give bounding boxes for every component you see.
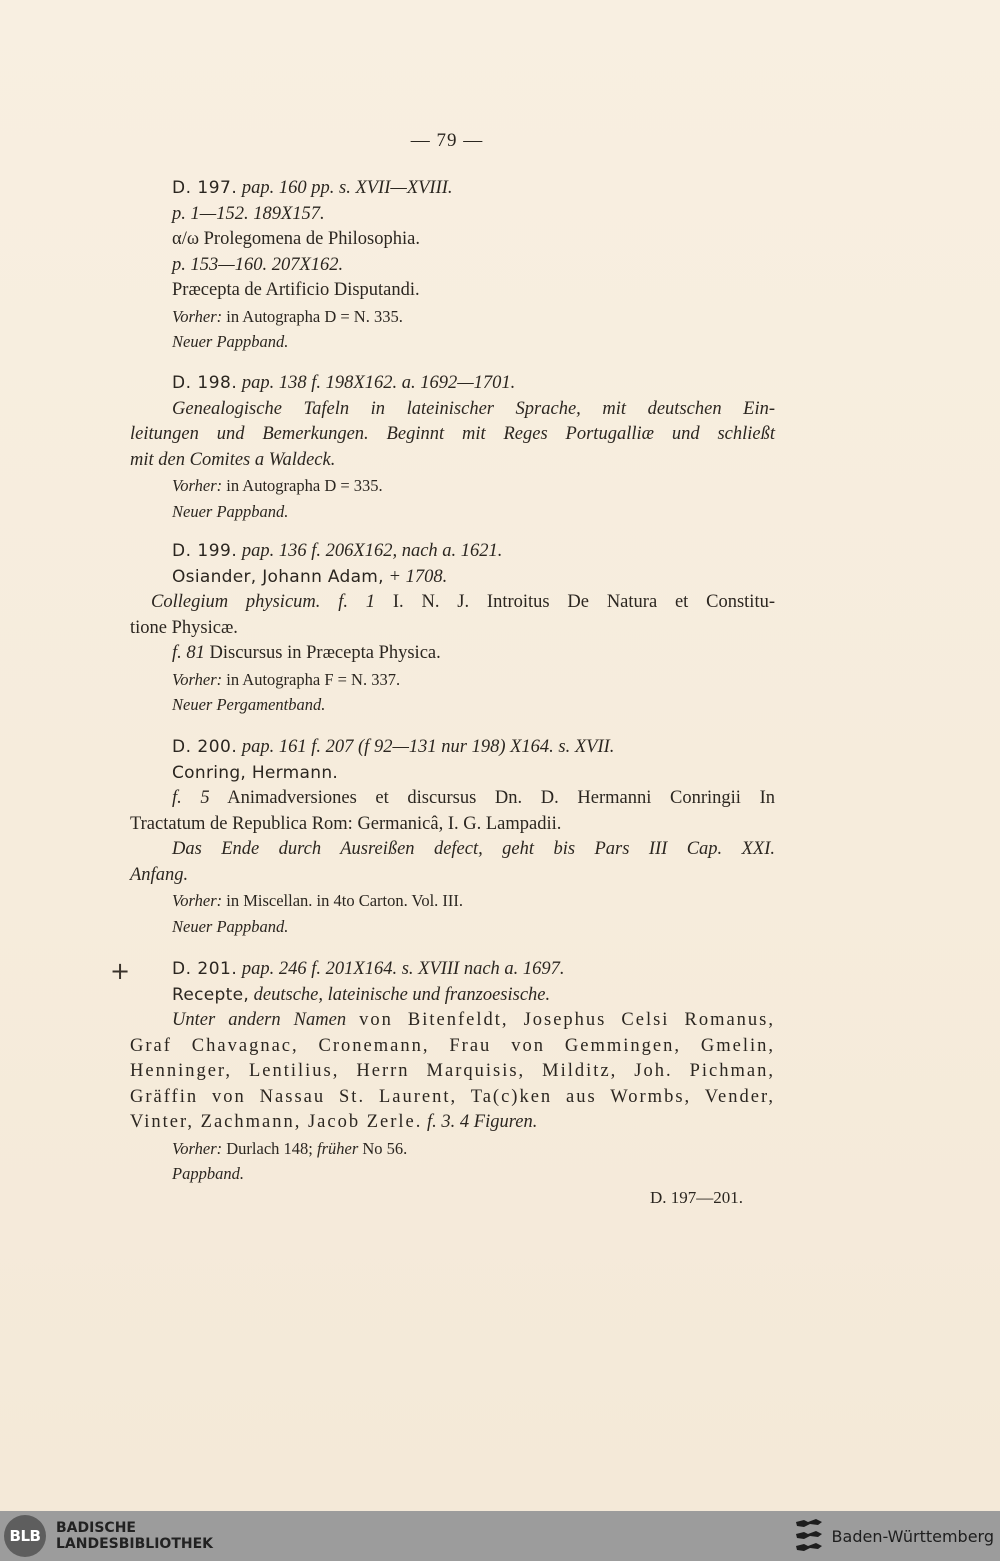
- binding-line: Neuer Pappband.: [172, 332, 289, 351]
- entry-line-italic: Collegium physicum. f. 1: [151, 592, 376, 612]
- entry-line-italic: f. 81: [172, 643, 205, 663]
- state-branding[interactable]: [794, 1516, 994, 1556]
- author-name: Conring, Hermann.: [172, 762, 339, 783]
- author-line: [130, 761, 775, 787]
- entry-heading: [130, 539, 775, 565]
- entry-line: Henninger, Lentilius, Herrn Marquisis, Milditz, Joh. Pichman,: [130, 1061, 775, 1081]
- provenance-text: in Autographa D = N. 335.: [226, 306, 403, 326]
- entry-line: p. 1—152. 189X157.: [172, 203, 325, 224]
- blb-logo-icon: BLB: [4, 1515, 46, 1557]
- provenance-line: [130, 473, 775, 499]
- provenance-label: Vorher:: [172, 476, 223, 495]
- binding-line: Neuer Pergamentband.: [172, 695, 326, 714]
- entry-line: [130, 590, 775, 616]
- entry-heading: [130, 957, 775, 983]
- library-name-line-1: BADISCHE: [56, 1520, 136, 1536]
- author-dates: deutsche, lateinische und franzoesische.: [253, 984, 551, 1005]
- entry-line-roman: Discursus in Præcepta Physica.: [209, 643, 441, 663]
- margin-cross-mark: +: [110, 957, 131, 985]
- entry-heading: [130, 371, 775, 397]
- entry-line: Præcepta de Artificio Disputandi.: [172, 280, 420, 300]
- author-line: [130, 983, 775, 1009]
- catalog-entry-d197: [130, 176, 775, 355]
- entry-line: α/ω Prolegomena de Philosophia.: [172, 229, 420, 249]
- provenance-earlier-number: No 56.: [362, 1138, 408, 1158]
- provenance-line: [130, 667, 775, 693]
- entry-line: [130, 641, 775, 667]
- author-dates: + 1708.: [388, 566, 448, 587]
- entry-line: Graf Chavagnac, Cronemann, Frau von Gemmingen, Gmelin,: [130, 1035, 775, 1056]
- provenance-line: [130, 888, 775, 914]
- entry-line-italic: f. 3. 4 Figuren.: [427, 1112, 538, 1132]
- range-signature: D. 197—201.: [650, 1188, 744, 1207]
- entry-line-italic: f. 5: [172, 788, 210, 808]
- shelf-mark: D. 201.: [172, 959, 238, 979]
- entry-line-italic: Unter andern Namen: [172, 1010, 347, 1030]
- entry-line: tione Physicæ.: [130, 617, 238, 638]
- entry-details: pap. 160 pp. s. XVII—XVIII.: [241, 178, 453, 198]
- entry-line: Anfang.: [130, 864, 189, 885]
- author-name: Recepte,: [172, 984, 250, 1005]
- provenance-label: Vorher:: [172, 306, 223, 326]
- entry-details: pap. 138 f. 198X162. a. 1692—1701.: [241, 373, 516, 393]
- entry-line: [130, 1008, 775, 1034]
- entry-line: [130, 786, 775, 812]
- entry-line: Gräffin von Nassau St. Laurent, Ta(c)ken aus Wormbs, Vender,: [130, 1086, 775, 1107]
- library-name-line-2: LANDESBIBLIOTHEK: [56, 1536, 214, 1552]
- entry-heading: [130, 735, 775, 761]
- shelf-mark: D. 197.: [172, 178, 238, 198]
- provenance-label: Vorher:: [172, 891, 223, 910]
- entry-line: Genealogische Tafeln in lateinischer Sprache, mit deutschen Ein-: [172, 398, 775, 419]
- entry-line: Das Ende durch Ausreißen defect, geht bis Pars III Cap. XXI.: [172, 839, 775, 859]
- provenance-text: in Miscellan. in 4to Carton. Vol. III.: [226, 891, 464, 910]
- library-branding[interactable]: [4, 1515, 213, 1557]
- library-name: [56, 1520, 213, 1552]
- shelf-mark: D. 199.: [172, 541, 238, 561]
- binding-line: Neuer Pappband.: [172, 916, 289, 936]
- binding-line: Neuer Pappband.: [172, 501, 289, 521]
- lions-emblem-icon: [794, 1516, 824, 1556]
- binding-line: Pappband.: [172, 1164, 244, 1183]
- entry-line-roman: Animadversiones et discursus Dn. D. Hermanni Conringii In: [227, 788, 776, 808]
- provenance-earlier: früher: [316, 1138, 359, 1158]
- entry-line: leitungen und Bemerkungen. Beginnt mit Reges Portugalliæ und schließt: [130, 424, 775, 444]
- state-name: Baden-Württemberg: [831, 1526, 994, 1546]
- provenance-line: [130, 304, 775, 330]
- entry-details: pap. 246 f. 201X164. s. XVIII nach a. 1697.: [241, 959, 565, 979]
- entry-line: [130, 1110, 775, 1136]
- provenance-text: Durlach 148;: [226, 1138, 313, 1158]
- entry-heading: [130, 176, 775, 202]
- shelf-mark: D. 198.: [172, 373, 238, 393]
- entry-line-roman: Vinter, Zachmann, Jacob Zerle.: [130, 1112, 423, 1132]
- entry-details: pap. 161 f. 207 (f 92—131 nur 198) X164. s. XVII.: [241, 737, 615, 757]
- provenance-line: [130, 1136, 775, 1162]
- catalog-entry-d198: [130, 371, 775, 524]
- catalog-entry-d199: [130, 539, 775, 718]
- viewer-footer-bar: [0, 1511, 1000, 1561]
- provenance-text: in Autographa D = 335.: [226, 476, 383, 495]
- catalog-entry-d201: [130, 957, 775, 1187]
- provenance-label: Vorher:: [172, 669, 223, 689]
- provenance-label: Vorher:: [172, 1138, 223, 1158]
- entry-line: Tractatum de Republica Rom: Germanicâ, I. G. Lampadii.: [130, 813, 562, 834]
- entry-line-roman: I. N. J. Introitus De Natura et Constitu-: [392, 592, 776, 612]
- entry-line-roman: von Bitenfeldt, Josephus Celsi Romanus,: [359, 1010, 776, 1030]
- provenance-text: in Autographa F = N. 337.: [226, 669, 401, 689]
- author-name: Osiander, Johann Adam,: [172, 566, 384, 587]
- shelf-mark: D. 200.: [172, 737, 238, 757]
- entry-details: pap. 136 f. 206X162, nach a. 1621.: [241, 541, 503, 561]
- author-line: [130, 565, 775, 591]
- catalog-entry-d200: [130, 735, 775, 939]
- entry-line: mit den Comites a Waldeck.: [130, 449, 336, 470]
- page-number: — 79 —: [410, 130, 484, 151]
- entry-line: p. 153—160. 207X162.: [172, 254, 344, 275]
